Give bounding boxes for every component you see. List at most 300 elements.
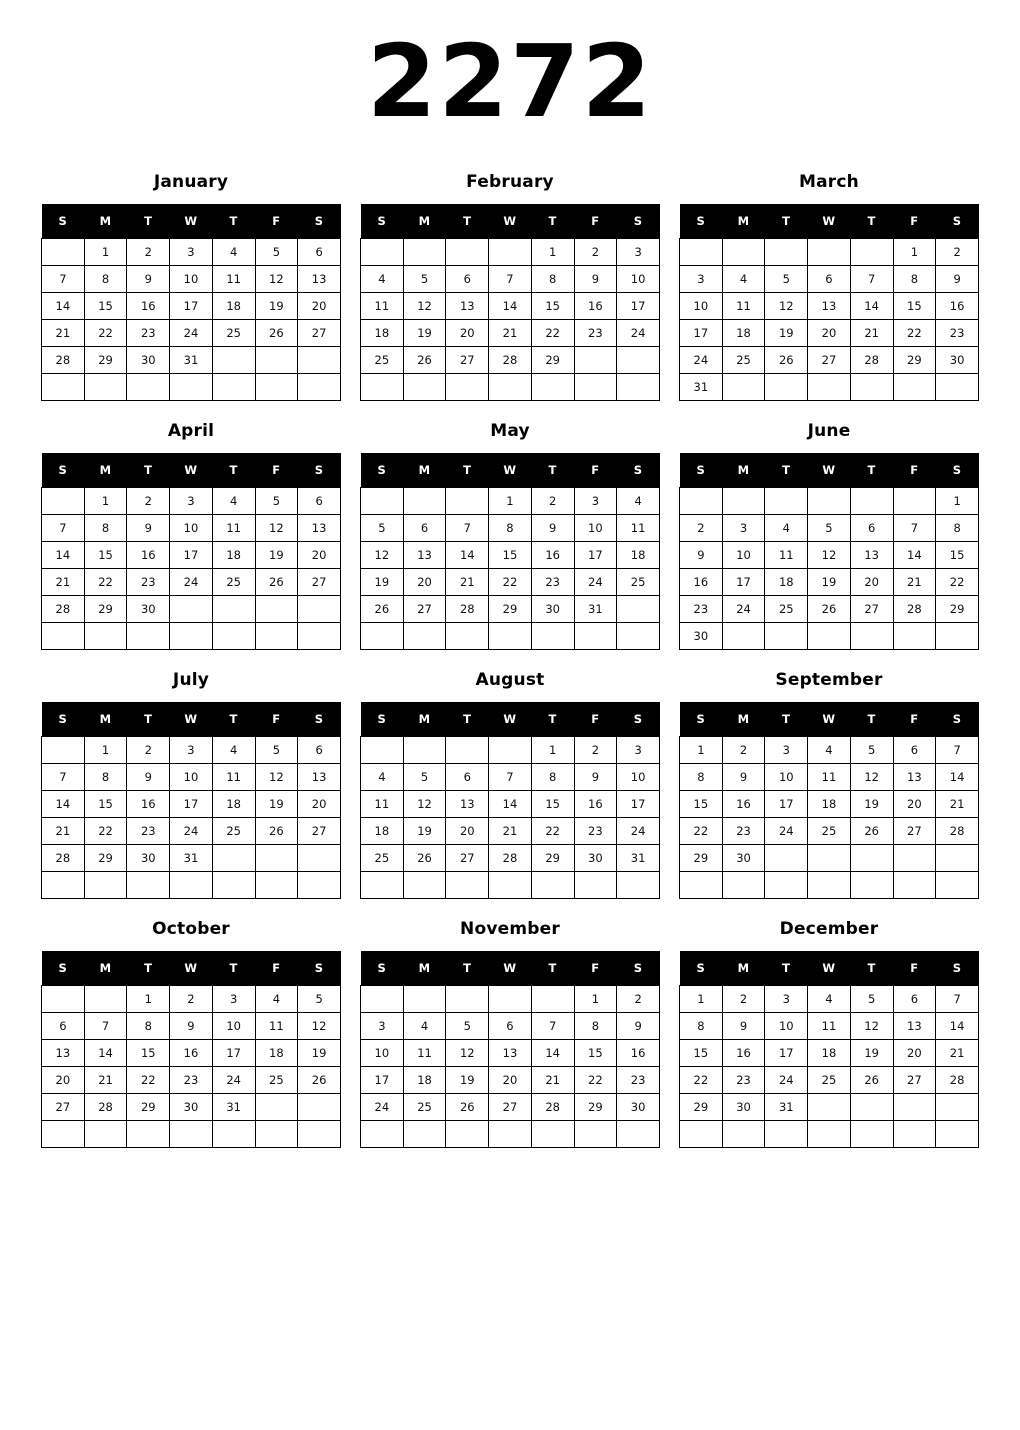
day-cell[interactable]: 10 bbox=[722, 542, 765, 569]
day-cell[interactable]: 15 bbox=[680, 791, 723, 818]
day-cell[interactable]: 29 bbox=[84, 845, 127, 872]
day-cell[interactable]: 2 bbox=[680, 515, 723, 542]
day-cell[interactable]: 10 bbox=[680, 293, 723, 320]
day-cell[interactable]: 20 bbox=[893, 1040, 936, 1067]
day-cell[interactable]: 25 bbox=[361, 845, 404, 872]
day-cell[interactable]: 7 bbox=[489, 764, 532, 791]
day-cell[interactable]: 28 bbox=[936, 818, 979, 845]
day-cell[interactable]: 26 bbox=[255, 320, 298, 347]
day-cell[interactable]: 20 bbox=[403, 569, 446, 596]
day-cell[interactable]: 2 bbox=[722, 986, 765, 1013]
day-cell[interactable]: 29 bbox=[531, 845, 574, 872]
day-cell[interactable]: 8 bbox=[574, 1013, 617, 1040]
day-cell[interactable]: 28 bbox=[936, 1067, 979, 1094]
day-cell[interactable]: 28 bbox=[489, 845, 532, 872]
day-cell[interactable]: 9 bbox=[574, 764, 617, 791]
day-cell[interactable]: 4 bbox=[361, 764, 404, 791]
day-cell[interactable]: 20 bbox=[893, 791, 936, 818]
day-cell[interactable]: 19 bbox=[850, 791, 893, 818]
day-cell[interactable]: 15 bbox=[574, 1040, 617, 1067]
day-cell[interactable]: 25 bbox=[808, 1067, 851, 1094]
day-cell[interactable]: 12 bbox=[298, 1013, 341, 1040]
day-cell[interactable]: 6 bbox=[298, 488, 341, 515]
day-cell[interactable]: 2 bbox=[617, 986, 660, 1013]
day-cell[interactable]: 16 bbox=[127, 293, 170, 320]
day-cell[interactable]: 5 bbox=[765, 266, 808, 293]
day-cell[interactable]: 15 bbox=[84, 791, 127, 818]
day-cell[interactable]: 2 bbox=[936, 239, 979, 266]
day-cell[interactable]: 4 bbox=[722, 266, 765, 293]
day-cell[interactable]: 3 bbox=[212, 986, 255, 1013]
day-cell[interactable]: 13 bbox=[42, 1040, 85, 1067]
day-cell[interactable]: 6 bbox=[403, 515, 446, 542]
day-cell[interactable]: 21 bbox=[446, 569, 489, 596]
day-cell[interactable]: 19 bbox=[298, 1040, 341, 1067]
day-cell[interactable]: 15 bbox=[531, 293, 574, 320]
day-cell[interactable]: 4 bbox=[212, 488, 255, 515]
day-cell[interactable]: 18 bbox=[212, 542, 255, 569]
day-cell[interactable]: 20 bbox=[489, 1067, 532, 1094]
day-cell[interactable]: 22 bbox=[893, 320, 936, 347]
day-cell[interactable]: 5 bbox=[255, 737, 298, 764]
day-cell[interactable]: 28 bbox=[446, 596, 489, 623]
day-cell[interactable]: 27 bbox=[446, 845, 489, 872]
day-cell[interactable]: 20 bbox=[850, 569, 893, 596]
day-cell[interactable]: 30 bbox=[722, 1094, 765, 1121]
day-cell[interactable]: 26 bbox=[850, 1067, 893, 1094]
day-cell[interactable]: 14 bbox=[489, 791, 532, 818]
day-cell[interactable]: 29 bbox=[936, 596, 979, 623]
day-cell[interactable]: 6 bbox=[850, 515, 893, 542]
day-cell[interactable]: 19 bbox=[403, 320, 446, 347]
day-cell[interactable]: 16 bbox=[531, 542, 574, 569]
day-cell[interactable]: 10 bbox=[170, 764, 213, 791]
day-cell[interactable]: 26 bbox=[255, 569, 298, 596]
day-cell[interactable]: 26 bbox=[403, 347, 446, 374]
day-cell[interactable]: 28 bbox=[850, 347, 893, 374]
day-cell[interactable]: 7 bbox=[446, 515, 489, 542]
day-cell[interactable]: 1 bbox=[84, 488, 127, 515]
day-cell[interactable]: 10 bbox=[170, 266, 213, 293]
day-cell[interactable]: 22 bbox=[680, 1067, 723, 1094]
day-cell[interactable]: 1 bbox=[893, 239, 936, 266]
day-cell[interactable]: 5 bbox=[850, 986, 893, 1013]
day-cell[interactable]: 1 bbox=[574, 986, 617, 1013]
day-cell[interactable]: 19 bbox=[255, 542, 298, 569]
day-cell[interactable]: 18 bbox=[617, 542, 660, 569]
day-cell[interactable]: 26 bbox=[765, 347, 808, 374]
day-cell[interactable]: 11 bbox=[212, 266, 255, 293]
day-cell[interactable]: 2 bbox=[127, 239, 170, 266]
day-cell[interactable]: 19 bbox=[765, 320, 808, 347]
day-cell[interactable]: 9 bbox=[127, 515, 170, 542]
day-cell[interactable]: 24 bbox=[765, 818, 808, 845]
day-cell[interactable]: 16 bbox=[574, 791, 617, 818]
day-cell[interactable]: 29 bbox=[680, 1094, 723, 1121]
day-cell[interactable]: 31 bbox=[170, 845, 213, 872]
day-cell[interactable]: 21 bbox=[42, 569, 85, 596]
day-cell[interactable]: 22 bbox=[574, 1067, 617, 1094]
day-cell[interactable]: 14 bbox=[84, 1040, 127, 1067]
day-cell[interactable]: 25 bbox=[617, 569, 660, 596]
day-cell[interactable]: 24 bbox=[765, 1067, 808, 1094]
day-cell[interactable]: 10 bbox=[617, 266, 660, 293]
day-cell[interactable]: 16 bbox=[722, 1040, 765, 1067]
day-cell[interactable]: 7 bbox=[42, 266, 85, 293]
day-cell[interactable]: 30 bbox=[531, 596, 574, 623]
day-cell[interactable]: 5 bbox=[255, 239, 298, 266]
day-cell[interactable]: 19 bbox=[850, 1040, 893, 1067]
day-cell[interactable]: 14 bbox=[936, 1013, 979, 1040]
day-cell[interactable]: 24 bbox=[617, 818, 660, 845]
day-cell[interactable]: 12 bbox=[255, 764, 298, 791]
day-cell[interactable]: 15 bbox=[893, 293, 936, 320]
day-cell[interactable]: 27 bbox=[42, 1094, 85, 1121]
day-cell[interactable]: 3 bbox=[574, 488, 617, 515]
day-cell[interactable]: 24 bbox=[170, 320, 213, 347]
day-cell[interactable]: 28 bbox=[42, 347, 85, 374]
day-cell[interactable]: 12 bbox=[446, 1040, 489, 1067]
day-cell[interactable]: 27 bbox=[808, 347, 851, 374]
day-cell[interactable]: 23 bbox=[617, 1067, 660, 1094]
day-cell[interactable]: 7 bbox=[936, 986, 979, 1013]
day-cell[interactable]: 29 bbox=[84, 596, 127, 623]
day-cell[interactable]: 17 bbox=[574, 542, 617, 569]
day-cell[interactable]: 4 bbox=[808, 986, 851, 1013]
day-cell[interactable]: 1 bbox=[680, 737, 723, 764]
day-cell[interactable]: 6 bbox=[42, 1013, 85, 1040]
day-cell[interactable]: 7 bbox=[489, 266, 532, 293]
day-cell[interactable]: 28 bbox=[42, 596, 85, 623]
day-cell[interactable]: 31 bbox=[212, 1094, 255, 1121]
day-cell[interactable]: 19 bbox=[403, 818, 446, 845]
day-cell[interactable]: 21 bbox=[893, 569, 936, 596]
day-cell[interactable]: 7 bbox=[893, 515, 936, 542]
day-cell[interactable]: 27 bbox=[893, 1067, 936, 1094]
day-cell[interactable]: 25 bbox=[361, 347, 404, 374]
day-cell[interactable]: 18 bbox=[361, 818, 404, 845]
day-cell[interactable]: 30 bbox=[127, 596, 170, 623]
day-cell[interactable]: 22 bbox=[84, 320, 127, 347]
day-cell[interactable]: 23 bbox=[722, 818, 765, 845]
day-cell[interactable]: 23 bbox=[936, 320, 979, 347]
day-cell[interactable]: 14 bbox=[42, 542, 85, 569]
day-cell[interactable]: 18 bbox=[212, 293, 255, 320]
day-cell[interactable]: 17 bbox=[765, 791, 808, 818]
day-cell[interactable]: 17 bbox=[170, 542, 213, 569]
day-cell[interactable]: 27 bbox=[298, 569, 341, 596]
day-cell[interactable]: 17 bbox=[765, 1040, 808, 1067]
day-cell[interactable]: 7 bbox=[936, 737, 979, 764]
day-cell[interactable]: 25 bbox=[765, 596, 808, 623]
day-cell[interactable]: 16 bbox=[936, 293, 979, 320]
day-cell[interactable]: 11 bbox=[617, 515, 660, 542]
day-cell[interactable]: 13 bbox=[893, 1013, 936, 1040]
day-cell[interactable]: 13 bbox=[893, 764, 936, 791]
day-cell[interactable]: 5 bbox=[403, 266, 446, 293]
day-cell[interactable]: 12 bbox=[255, 266, 298, 293]
day-cell[interactable]: 24 bbox=[170, 569, 213, 596]
day-cell[interactable]: 15 bbox=[127, 1040, 170, 1067]
day-cell[interactable]: 23 bbox=[574, 818, 617, 845]
day-cell[interactable]: 13 bbox=[808, 293, 851, 320]
day-cell[interactable]: 30 bbox=[127, 845, 170, 872]
day-cell[interactable]: 9 bbox=[722, 1013, 765, 1040]
day-cell[interactable]: 3 bbox=[170, 239, 213, 266]
day-cell[interactable]: 23 bbox=[127, 569, 170, 596]
day-cell[interactable]: 3 bbox=[170, 737, 213, 764]
day-cell[interactable]: 10 bbox=[765, 1013, 808, 1040]
day-cell[interactable]: 13 bbox=[489, 1040, 532, 1067]
day-cell[interactable]: 3 bbox=[765, 986, 808, 1013]
day-cell[interactable]: 2 bbox=[574, 239, 617, 266]
day-cell[interactable]: 12 bbox=[255, 515, 298, 542]
day-cell[interactable]: 2 bbox=[127, 488, 170, 515]
day-cell[interactable]: 8 bbox=[680, 1013, 723, 1040]
day-cell[interactable]: 8 bbox=[680, 764, 723, 791]
day-cell[interactable]: 16 bbox=[170, 1040, 213, 1067]
day-cell[interactable]: 5 bbox=[361, 515, 404, 542]
day-cell[interactable]: 31 bbox=[680, 374, 723, 401]
day-cell[interactable]: 16 bbox=[127, 542, 170, 569]
day-cell[interactable]: 11 bbox=[255, 1013, 298, 1040]
day-cell[interactable]: 24 bbox=[617, 320, 660, 347]
day-cell[interactable]: 25 bbox=[212, 320, 255, 347]
day-cell[interactable]: 17 bbox=[722, 569, 765, 596]
day-cell[interactable]: 3 bbox=[722, 515, 765, 542]
day-cell[interactable]: 12 bbox=[850, 764, 893, 791]
day-cell[interactable]: 29 bbox=[574, 1094, 617, 1121]
day-cell[interactable]: 15 bbox=[936, 542, 979, 569]
day-cell[interactable]: 22 bbox=[489, 569, 532, 596]
day-cell[interactable]: 8 bbox=[893, 266, 936, 293]
day-cell[interactable]: 3 bbox=[765, 737, 808, 764]
day-cell[interactable]: 5 bbox=[403, 764, 446, 791]
day-cell[interactable]: 19 bbox=[361, 569, 404, 596]
day-cell[interactable]: 30 bbox=[722, 845, 765, 872]
day-cell[interactable]: 26 bbox=[808, 596, 851, 623]
day-cell[interactable]: 25 bbox=[255, 1067, 298, 1094]
day-cell[interactable]: 31 bbox=[170, 347, 213, 374]
day-cell[interactable]: 15 bbox=[84, 542, 127, 569]
day-cell[interactable]: 26 bbox=[298, 1067, 341, 1094]
day-cell[interactable]: 27 bbox=[850, 596, 893, 623]
day-cell[interactable]: 16 bbox=[574, 293, 617, 320]
day-cell[interactable]: 4 bbox=[212, 737, 255, 764]
day-cell[interactable]: 29 bbox=[84, 347, 127, 374]
day-cell[interactable]: 17 bbox=[361, 1067, 404, 1094]
day-cell[interactable]: 13 bbox=[850, 542, 893, 569]
day-cell[interactable]: 17 bbox=[212, 1040, 255, 1067]
day-cell[interactable]: 22 bbox=[84, 569, 127, 596]
day-cell[interactable]: 22 bbox=[127, 1067, 170, 1094]
day-cell[interactable]: 27 bbox=[298, 818, 341, 845]
day-cell[interactable]: 10 bbox=[361, 1040, 404, 1067]
day-cell[interactable]: 11 bbox=[808, 764, 851, 791]
day-cell[interactable]: 24 bbox=[722, 596, 765, 623]
day-cell[interactable]: 20 bbox=[446, 320, 489, 347]
day-cell[interactable]: 7 bbox=[42, 515, 85, 542]
day-cell[interactable]: 19 bbox=[808, 569, 851, 596]
day-cell[interactable]: 11 bbox=[361, 293, 404, 320]
day-cell[interactable]: 23 bbox=[127, 320, 170, 347]
day-cell[interactable]: 6 bbox=[446, 764, 489, 791]
day-cell[interactable]: 4 bbox=[403, 1013, 446, 1040]
day-cell[interactable]: 26 bbox=[403, 845, 446, 872]
day-cell[interactable]: 22 bbox=[531, 818, 574, 845]
day-cell[interactable]: 11 bbox=[403, 1040, 446, 1067]
day-cell[interactable]: 6 bbox=[808, 266, 851, 293]
day-cell[interactable]: 10 bbox=[617, 764, 660, 791]
day-cell[interactable]: 5 bbox=[808, 515, 851, 542]
day-cell[interactable]: 27 bbox=[489, 1094, 532, 1121]
day-cell[interactable]: 9 bbox=[722, 764, 765, 791]
day-cell[interactable]: 21 bbox=[489, 320, 532, 347]
day-cell[interactable]: 18 bbox=[361, 320, 404, 347]
day-cell[interactable]: 18 bbox=[403, 1067, 446, 1094]
day-cell[interactable]: 27 bbox=[403, 596, 446, 623]
day-cell[interactable]: 18 bbox=[808, 791, 851, 818]
day-cell[interactable]: 29 bbox=[127, 1094, 170, 1121]
day-cell[interactable]: 7 bbox=[531, 1013, 574, 1040]
day-cell[interactable]: 2 bbox=[574, 737, 617, 764]
day-cell[interactable]: 25 bbox=[808, 818, 851, 845]
day-cell[interactable]: 3 bbox=[680, 266, 723, 293]
day-cell[interactable]: 12 bbox=[403, 293, 446, 320]
day-cell[interactable]: 15 bbox=[531, 791, 574, 818]
day-cell[interactable]: 10 bbox=[212, 1013, 255, 1040]
day-cell[interactable]: 26 bbox=[361, 596, 404, 623]
day-cell[interactable]: 1 bbox=[531, 239, 574, 266]
day-cell[interactable]: 5 bbox=[255, 488, 298, 515]
day-cell[interactable]: 17 bbox=[170, 293, 213, 320]
day-cell[interactable]: 4 bbox=[255, 986, 298, 1013]
day-cell[interactable]: 21 bbox=[531, 1067, 574, 1094]
day-cell[interactable]: 20 bbox=[298, 542, 341, 569]
day-cell[interactable]: 21 bbox=[42, 818, 85, 845]
day-cell[interactable]: 8 bbox=[531, 266, 574, 293]
day-cell[interactable]: 18 bbox=[212, 791, 255, 818]
day-cell[interactable]: 14 bbox=[893, 542, 936, 569]
day-cell[interactable]: 15 bbox=[84, 293, 127, 320]
day-cell[interactable]: 4 bbox=[361, 266, 404, 293]
day-cell[interactable]: 26 bbox=[850, 818, 893, 845]
day-cell[interactable]: 11 bbox=[212, 515, 255, 542]
day-cell[interactable]: 10 bbox=[170, 515, 213, 542]
day-cell[interactable]: 6 bbox=[489, 1013, 532, 1040]
day-cell[interactable]: 21 bbox=[42, 320, 85, 347]
day-cell[interactable]: 2 bbox=[127, 737, 170, 764]
day-cell[interactable]: 24 bbox=[361, 1094, 404, 1121]
day-cell[interactable]: 31 bbox=[765, 1094, 808, 1121]
day-cell[interactable]: 20 bbox=[42, 1067, 85, 1094]
day-cell[interactable]: 14 bbox=[489, 293, 532, 320]
day-cell[interactable]: 12 bbox=[765, 293, 808, 320]
day-cell[interactable]: 30 bbox=[680, 623, 723, 650]
day-cell[interactable]: 9 bbox=[531, 515, 574, 542]
day-cell[interactable]: 9 bbox=[617, 1013, 660, 1040]
day-cell[interactable]: 14 bbox=[936, 764, 979, 791]
day-cell[interactable]: 11 bbox=[722, 293, 765, 320]
day-cell[interactable]: 13 bbox=[446, 791, 489, 818]
day-cell[interactable]: 1 bbox=[127, 986, 170, 1013]
day-cell[interactable]: 6 bbox=[298, 737, 341, 764]
day-cell[interactable]: 23 bbox=[722, 1067, 765, 1094]
day-cell[interactable]: 10 bbox=[574, 515, 617, 542]
day-cell[interactable]: 27 bbox=[298, 320, 341, 347]
day-cell[interactable]: 11 bbox=[808, 1013, 851, 1040]
day-cell[interactable]: 1 bbox=[489, 488, 532, 515]
day-cell[interactable]: 17 bbox=[680, 320, 723, 347]
day-cell[interactable]: 14 bbox=[42, 791, 85, 818]
day-cell[interactable]: 13 bbox=[446, 293, 489, 320]
day-cell[interactable]: 24 bbox=[170, 818, 213, 845]
day-cell[interactable]: 14 bbox=[446, 542, 489, 569]
day-cell[interactable]: 28 bbox=[84, 1094, 127, 1121]
day-cell[interactable]: 29 bbox=[680, 845, 723, 872]
day-cell[interactable]: 3 bbox=[361, 1013, 404, 1040]
day-cell[interactable]: 8 bbox=[84, 764, 127, 791]
day-cell[interactable]: 1 bbox=[680, 986, 723, 1013]
day-cell[interactable]: 18 bbox=[255, 1040, 298, 1067]
day-cell[interactable]: 16 bbox=[127, 791, 170, 818]
day-cell[interactable]: 31 bbox=[574, 596, 617, 623]
day-cell[interactable]: 22 bbox=[936, 569, 979, 596]
day-cell[interactable]: 12 bbox=[403, 791, 446, 818]
day-cell[interactable]: 11 bbox=[361, 791, 404, 818]
day-cell[interactable]: 21 bbox=[850, 320, 893, 347]
day-cell[interactable]: 21 bbox=[936, 1040, 979, 1067]
day-cell[interactable]: 1 bbox=[531, 737, 574, 764]
day-cell[interactable]: 28 bbox=[42, 845, 85, 872]
day-cell[interactable]: 15 bbox=[680, 1040, 723, 1067]
day-cell[interactable]: 4 bbox=[617, 488, 660, 515]
day-cell[interactable]: 24 bbox=[212, 1067, 255, 1094]
day-cell[interactable]: 7 bbox=[42, 764, 85, 791]
day-cell[interactable]: 14 bbox=[42, 293, 85, 320]
day-cell[interactable]: 19 bbox=[255, 791, 298, 818]
day-cell[interactable]: 27 bbox=[446, 347, 489, 374]
day-cell[interactable]: 8 bbox=[127, 1013, 170, 1040]
day-cell[interactable]: 17 bbox=[170, 791, 213, 818]
day-cell[interactable]: 16 bbox=[722, 791, 765, 818]
day-cell[interactable]: 23 bbox=[170, 1067, 213, 1094]
day-cell[interactable]: 16 bbox=[617, 1040, 660, 1067]
day-cell[interactable]: 14 bbox=[531, 1040, 574, 1067]
day-cell[interactable]: 27 bbox=[893, 818, 936, 845]
day-cell[interactable]: 18 bbox=[722, 320, 765, 347]
day-cell[interactable]: 3 bbox=[170, 488, 213, 515]
day-cell[interactable]: 21 bbox=[84, 1067, 127, 1094]
day-cell[interactable]: 6 bbox=[446, 266, 489, 293]
day-cell[interactable]: 9 bbox=[170, 1013, 213, 1040]
day-cell[interactable]: 25 bbox=[212, 818, 255, 845]
day-cell[interactable]: 29 bbox=[531, 347, 574, 374]
day-cell[interactable]: 15 bbox=[489, 542, 532, 569]
day-cell[interactable]: 30 bbox=[170, 1094, 213, 1121]
day-cell[interactable]: 11 bbox=[765, 542, 808, 569]
day-cell[interactable]: 20 bbox=[808, 320, 851, 347]
day-cell[interactable]: 7 bbox=[84, 1013, 127, 1040]
day-cell[interactable]: 30 bbox=[617, 1094, 660, 1121]
day-cell[interactable]: 30 bbox=[127, 347, 170, 374]
day-cell[interactable]: 29 bbox=[489, 596, 532, 623]
day-cell[interactable]: 8 bbox=[84, 515, 127, 542]
day-cell[interactable]: 28 bbox=[489, 347, 532, 374]
day-cell[interactable]: 4 bbox=[808, 737, 851, 764]
day-cell[interactable]: 20 bbox=[446, 818, 489, 845]
day-cell[interactable]: 23 bbox=[574, 320, 617, 347]
